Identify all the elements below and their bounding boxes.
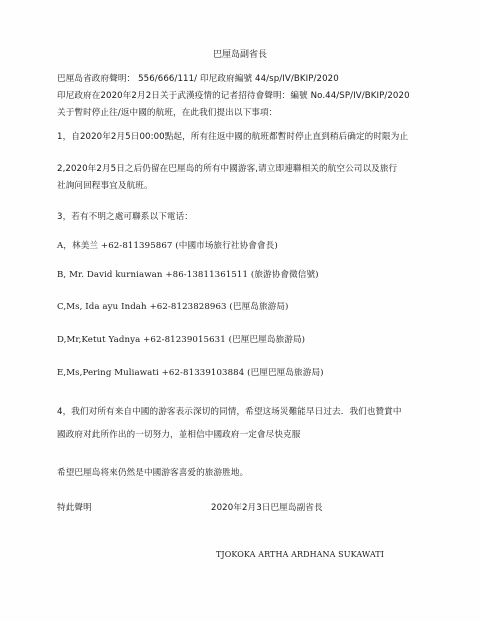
- document-title: 巴厘岛副省長: [212, 50, 267, 60]
- item-2-line-1: 2,2020年2月5日之后仍留在巴厘岛的所有中國游客,请立即連聯相关的航空公司以及旅行: [57, 164, 398, 174]
- item-4-line-2: 國政府对此所作出的一切努力，並相信中國政府一定會尽快克服: [57, 430, 301, 440]
- signature-label: 特此聲明: [57, 503, 92, 513]
- contact-c: C,Ms, Ida ayu Indah +62-8123828963 (巴厘岛旅游局): [57, 302, 289, 312]
- contact-d: D,Mr,Ketut Yadnya +62-81239015631 (巴厘巴厘岛旅游局): [57, 335, 306, 345]
- closing-line: 希望巴厘岛将來仍然是中國游客喜爱的旅游胜地。: [57, 468, 249, 478]
- item-1: 1，自2020年2月5日00:00點起，所有往返中國的航班都暫时停止直到稍后确定的时限为止: [57, 132, 409, 142]
- statement-reference-line: 巴厘岛省政府聲明： 556/666/111/ 印尼政府編號 44/sp/IV/BKIP/2020: [57, 74, 339, 84]
- item-4-line-1: 4，我们对所有来自中國的游客表示深切的同情，希望这场災難能早日过去．我们也贊賞中: [57, 407, 402, 417]
- contact-a: A，林美兰 +62-811395867 (中國市场旅行社协會會長): [57, 241, 278, 251]
- signature-date: 2020年2月3日巴厘岛副省長: [211, 503, 323, 513]
- signatory-name: TJOKOKA ARTHA ARDHANA SUKAWATI: [216, 550, 384, 559]
- intro-line: 关于暫时停止往/返中國的航班，在此我们提出以下事項：: [57, 108, 278, 118]
- press-conference-line: 印尼政府在2020年2月2日关于武漢疫情的记者招待會聲明：編號 No.44/SP/IV/BKIP/2020: [57, 91, 410, 101]
- contact-e: E,Ms,Pering Muliawati +62-81339103884 (巴厘巴厘岛旅游局): [57, 368, 324, 378]
- contact-b: B, Mr. David kurniawan +86-13811361511 (旅游协會微信號): [57, 270, 319, 280]
- item-2-line-2: 社詢问回程事宜及航班。: [57, 181, 153, 191]
- item-3: 3，若有不明之處可聯系以下電话：: [57, 212, 193, 222]
